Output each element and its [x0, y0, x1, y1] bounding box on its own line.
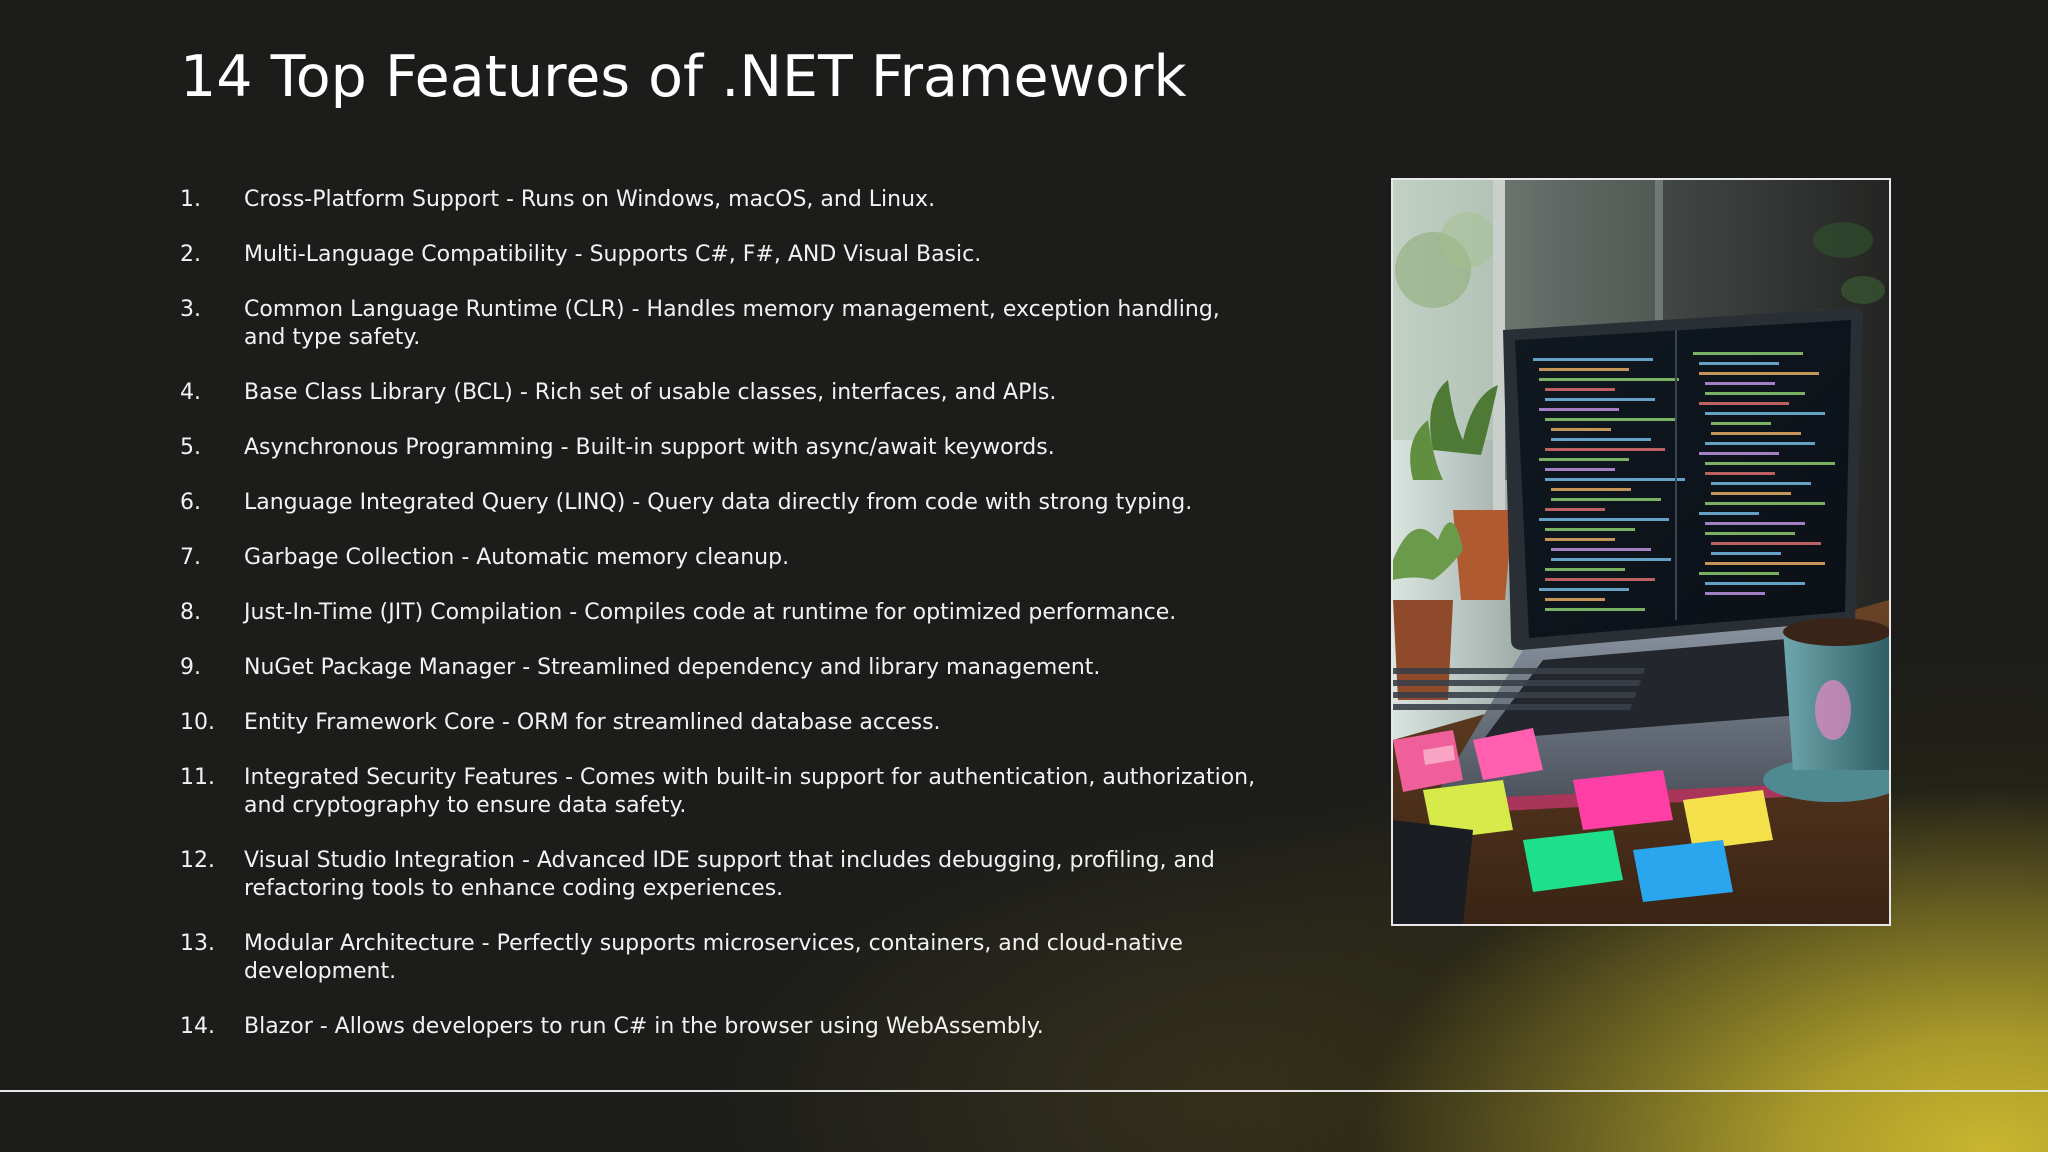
feature-number: 5. [180, 435, 201, 460]
feature-number: 9. [180, 655, 201, 680]
feature-number: 12. [180, 848, 215, 873]
feature-number: 13. [180, 931, 215, 956]
feature-item [180, 241, 1270, 269]
slide-title: 14 Top Features of .NET Framework [180, 44, 1187, 110]
feature-text: Multi-Language Compatibility - Supports C#, F#, AND Visual Basic. [244, 242, 982, 267]
feature-item [180, 654, 1270, 682]
feature-number: 11. [180, 765, 215, 790]
feature-text: Cross-Platform Support - Runs on Windows, macOS, and Linux. [244, 187, 936, 212]
feature-number: 10. [180, 710, 215, 735]
feature-item [180, 434, 1270, 462]
feature-number: 2. [180, 242, 201, 267]
feature-item [180, 489, 1270, 517]
feature-text: NuGet Package Manager - Streamlined dependency and library management. [244, 655, 1101, 680]
feature-text: Visual Studio Integration - Advanced IDE support that includes debugging, profiling, and refactoring tools to enhance coding experiences. [244, 848, 1215, 901]
feature-text: Common Language Runtime (CLR) - Handles memory management, exception handling, and type safety. [244, 297, 1220, 350]
laptop-illustration [1393, 180, 1889, 924]
feature-item [180, 599, 1270, 627]
feature-number: 14. [180, 1014, 215, 1039]
feature-item [180, 930, 1270, 986]
laptop-photo [1391, 178, 1891, 926]
feature-text: Entity Framework Core - ORM for streamlined database access. [244, 710, 941, 735]
feature-item [180, 709, 1270, 737]
feature-number: 1. [180, 187, 201, 212]
feature-number: 8. [180, 600, 201, 625]
feature-text: Language Integrated Query (LINQ) - Query data directly from code with strong typing. [244, 490, 1193, 515]
feature-text: Integrated Security Features - Comes with built-in support for authentication, authorization, and cryptography to ensure data safety. [244, 765, 1256, 818]
feature-number: 6. [180, 490, 201, 515]
feature-text: Base Class Library (BCL) - Rich set of usable classes, interfaces, and APIs. [244, 380, 1057, 405]
feature-item [180, 186, 1270, 214]
bottom-divider [0, 1090, 2048, 1092]
feature-text: Garbage Collection - Automatic memory cleanup. [244, 545, 790, 570]
feature-number: 3. [180, 297, 201, 322]
feature-text: Modular Architecture - Perfectly supports microservices, containers, and cloud-native development. [244, 931, 1183, 984]
feature-text: Asynchronous Programming - Built-in support with async/await keywords. [244, 435, 1055, 460]
feature-number: 4. [180, 380, 201, 405]
feature-item [180, 296, 1270, 352]
feature-item [180, 1013, 1270, 1041]
feature-item [180, 544, 1270, 572]
feature-item [180, 764, 1270, 820]
feature-number: 7. [180, 545, 201, 570]
feature-text: Blazor - Allows developers to run C# in the browser using WebAssembly. [244, 1014, 1044, 1039]
feature-item [180, 847, 1270, 903]
feature-list [180, 186, 1270, 1068]
feature-item [180, 379, 1270, 407]
feature-text: Just-In-Time (JIT) Compilation - Compiles code at runtime for optimized performance. [244, 600, 1177, 625]
